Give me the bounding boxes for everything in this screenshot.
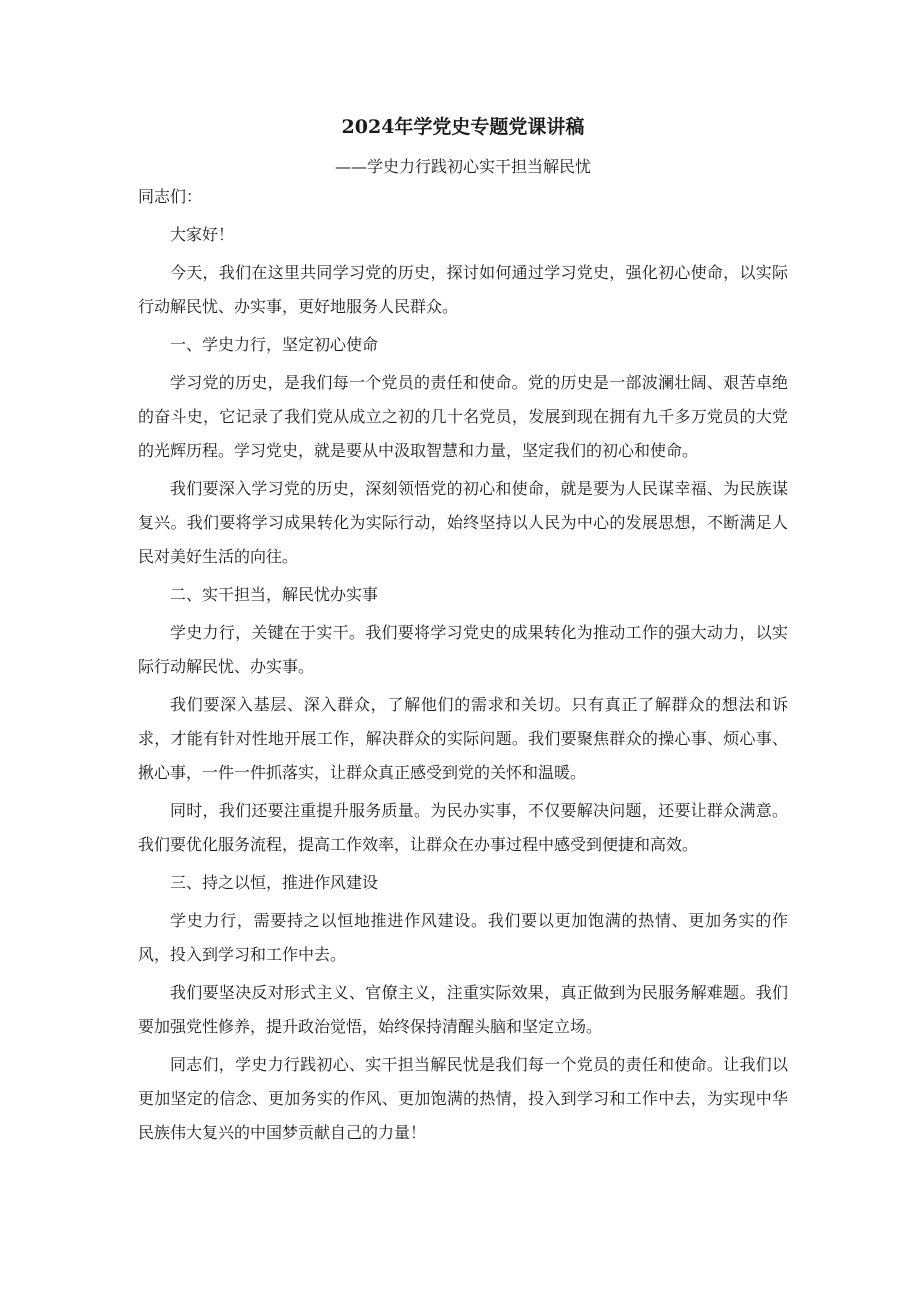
section-heading-3: 三、持之以恒，推进作风建设 [170,873,379,892]
body-paragraph: 学史力行，关键在于实干。我们要将学习党史的成果转化为推动工作的强大动力，以实际行动解民忧、办实事。 [138,623,788,676]
body-paragraph: 我们要深入基层、深入群众，了解他们的需求和关切。只有真正了解群众的想法和诉求，才能有针对性地开展工作，解决群众的实际问题。我们要聚焦群众的操心事、烦心事、揪心事，一件一件抓落实，让群众真正感受到党的关怀和温暖。 [138,695,788,782]
body-paragraph: 同时，我们还要注重提升服务质量。为民办实事，不仅要解决问题，还要让群众满意。我们要优化服务流程，提高工作效率，让群众在办事过程中感受到便捷和高效。 [138,801,788,854]
body-paragraph: 我们要坚决反对形式主义、官僚主义，注重实际效果，真正做到为民服务解难题。我们要加强党性修养，提升政治觉悟，始终保持清醒头脑和坚定立场。 [138,983,788,1036]
greeting-paragraph: 大家好！ [170,225,235,244]
closing-paragraph: 同志们，学史力行践初心、实干担当解民忧是我们每一个党员的责任和使命。让我们以更加坚定的信念、更加务实的作风、更加饱满的热情，投入到学习和工作中去，为实现中华民族伟大复兴的中国梦贡献自己的力量！ [138,1055,788,1142]
intro-paragraph: 今天，我们在这里共同学习党的历史，探讨如何通过学习党史，强化初心使命，以实际行动解民忧、办实事，更好地服务人民群众。 [138,263,788,316]
body-paragraph: 学史力行，需要持之以恒地推进作风建设。我们要以更加饱满的热情、更加务实的作风，投入到学习和工作中去。 [138,911,788,964]
section-heading-1: 一、学史力行，坚定初心使命 [170,335,379,354]
document-page [138,112,788,1150]
body-paragraph: 我们要深入学习党的历史，深刻领悟党的初心和使命，就是要为人民谋幸福、为民族谋复兴。我们要将学习成果转化为实际行动，始终坚持以人民为中心的发展思想，不断满足人民对美好生活的向往。 [138,479,788,566]
section-heading-2: 二、实干担当，解民忧办实事 [170,585,379,604]
salutation: 同志们： [138,187,203,206]
document-title: 2024年学党史专题党课讲稿 [341,116,585,138]
body-paragraph: 学习党的历史，是我们每一个党员的责任和使命。党的历史是一部波澜壮阔、艰苦卓绝的奋斗史，它记录了我们党从成立之初的几十名党员，发展到现在拥有九千多万党员的大党的光辉历程。学习党史，就是要从中汲取智慧和力量，坚定我们的初心和使命。 [138,373,788,460]
document-subtitle: ——学史力行践初心实干担当解民忧 [334,157,591,176]
